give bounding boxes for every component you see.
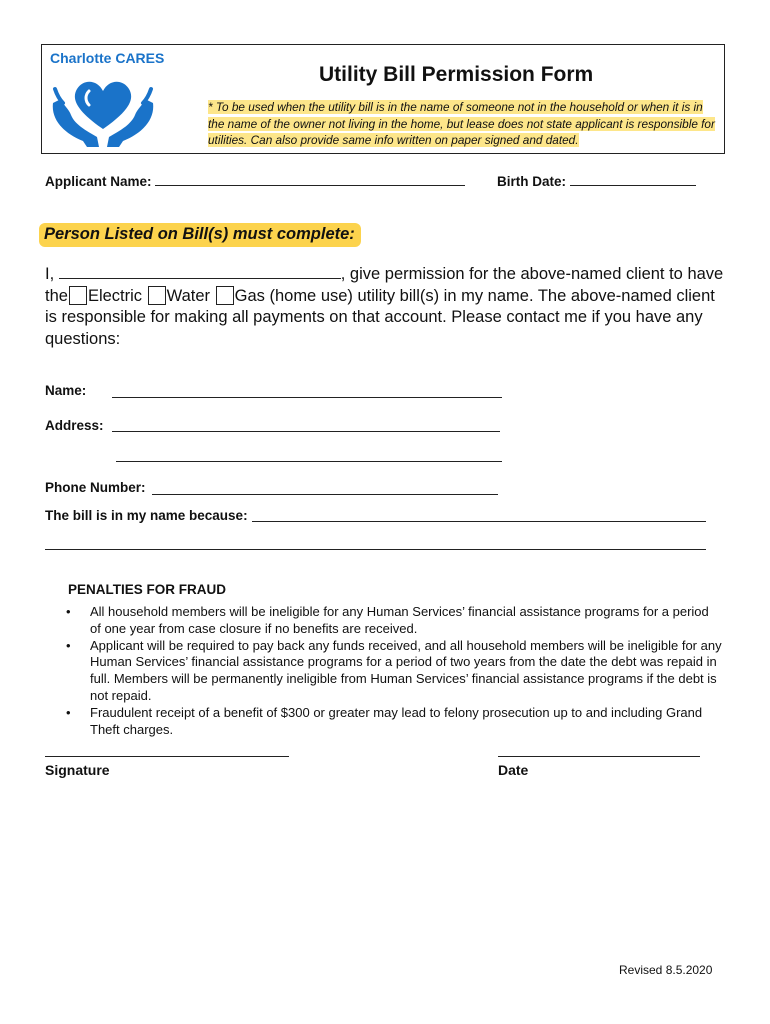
penalty-item [62, 705, 722, 739]
applicant-name-blank[interactable] [155, 173, 465, 186]
grantor-name-blank[interactable] [59, 264, 341, 279]
phone-label: Phone Number: [45, 480, 146, 495]
usage-note [208, 99, 716, 149]
bullet-dot-icon: • [66, 637, 71, 653]
name-label: Name: [45, 383, 87, 398]
applicant-name-row [45, 173, 465, 189]
permission-text-2: , give permission for the above-named client to have the [45, 265, 724, 305]
reason-blank-2[interactable] [45, 549, 706, 550]
electric-label: Electric [87, 286, 143, 305]
address-blank-1[interactable] [112, 431, 500, 432]
reason-label: The bill is in my name because: [45, 508, 248, 523]
penalties-heading: PENALTIES FOR FRAUD [68, 582, 226, 597]
electric-checkbox[interactable] [69, 286, 87, 305]
date-blank[interactable] [498, 756, 700, 757]
bullet-dot-icon: • [66, 604, 71, 619]
signature-blank[interactable] [45, 756, 289, 757]
phone-blank[interactable] [152, 494, 498, 495]
reason-blank-1[interactable] [252, 521, 706, 522]
logo-text: Charlotte CARES [50, 50, 165, 66]
date-label: Date [498, 762, 529, 778]
bullet-dot-icon: • [66, 704, 71, 720]
revised-date: Revised 8.5.2020 [619, 963, 713, 977]
gas-label: Gas (home use) utility bill(s) in my name. The above-named client is responsible for making all payments on that account. Please contact me if you have any questions: [45, 286, 715, 348]
penalty-text: Fraudulent receipt of a benefit of $300 or greater may lead to felony prosecution up to and including Grand Theft charges. [90, 704, 703, 737]
water-label: Water [166, 286, 211, 305]
address-blank-2[interactable] [116, 461, 502, 462]
form-title: Utility Bill Permission Form [319, 63, 594, 86]
water-checkbox[interactable] [148, 286, 166, 305]
heart-hands-logo-icon [47, 69, 159, 149]
applicant-name-label: Applicant Name: [45, 174, 152, 189]
penalty-text: All household members will be ineligible for any Human Services’ financial assistance programs for a period of one year from case closure if no benefits are received. [90, 604, 709, 636]
permission-text-1: I, [45, 265, 59, 283]
name-blank[interactable] [112, 397, 502, 398]
permission-paragraph [45, 264, 725, 350]
penalty-text: Applicant will be required to pay back any funds received, and all household members will be ineligible for any Human Services’ financial assistance programs for a period of two years from the date the debt was repaid in full. Members will be permanently ineligible from Human Services’ financial assistance programs if the debt is not repaid. [90, 637, 722, 703]
usage-note-text: * To be used when the utility bill is in the name of someone not in the household or when it is in the name of the owner not living in the home, but lease does not state applicant is responsible for utilities. Can also provide same info written on paper signed and dated. [208, 100, 715, 147]
address-label: Address: [45, 418, 104, 433]
birth-date-label: Birth Date: [497, 174, 567, 189]
birth-date-row [497, 173, 696, 189]
signature-label: Signature [45, 762, 110, 778]
gas-checkbox[interactable] [216, 286, 234, 305]
section-heading: Person Listed on Bill(s) must complete: [39, 223, 361, 247]
header-box [41, 44, 725, 154]
birth-date-blank[interactable] [570, 173, 696, 186]
penalty-item [62, 638, 722, 705]
penalties-list [62, 604, 722, 738]
penalty-item [62, 604, 722, 638]
